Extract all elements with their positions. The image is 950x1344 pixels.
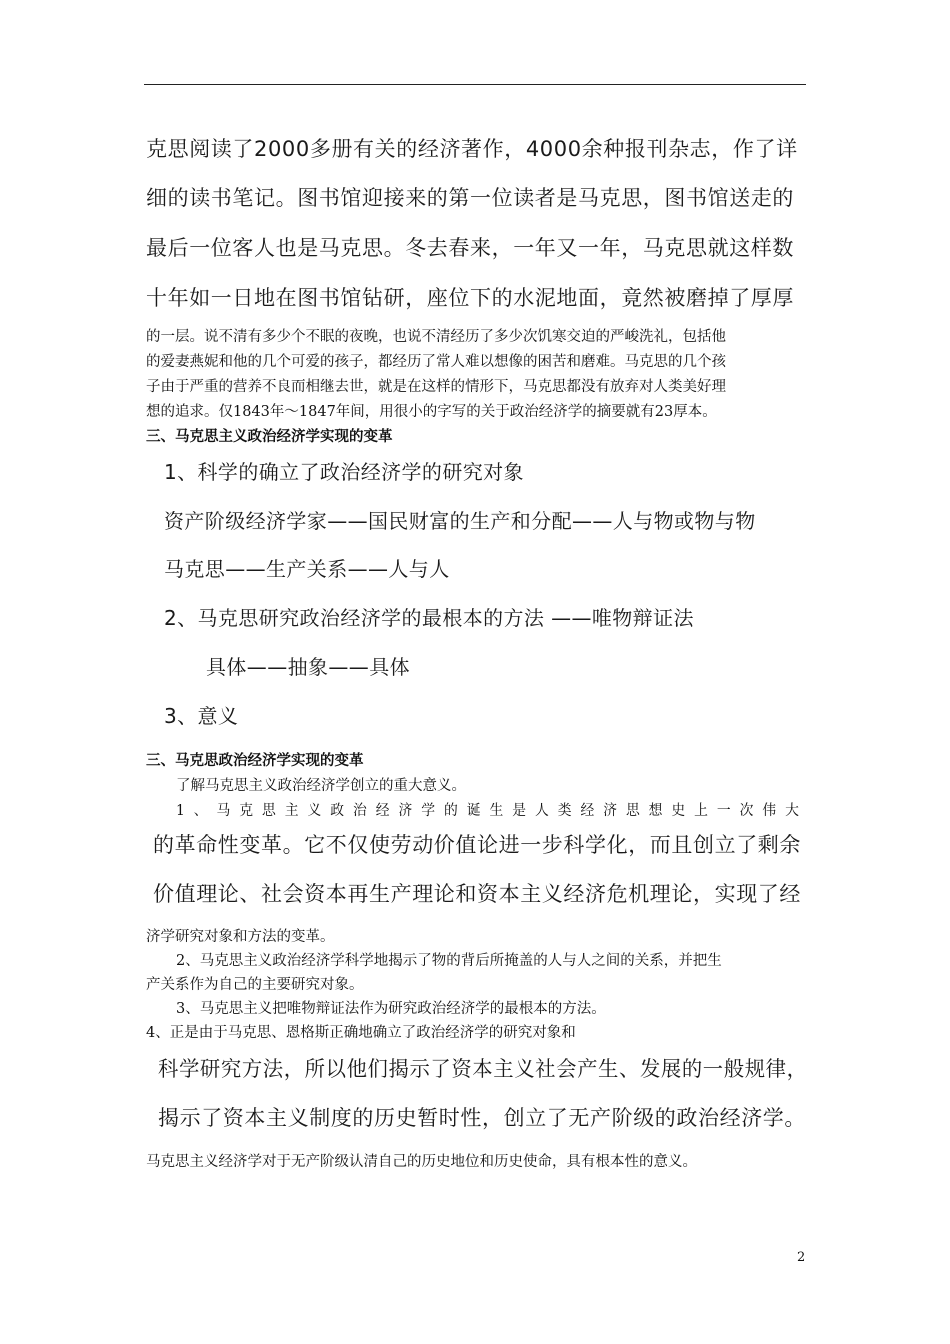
paragraph-line: 价值理论、社会资本再生产理论和资本主义经济危机理论，实现了经 <box>153 882 801 906</box>
paragraph-line: 想的追求。仅1843年～1847年间，用很小的字写的关于政治经济学的摘要就有23厚本。 <box>146 404 717 420</box>
paragraph-line: 马克思主义经济学对于无产阶级认清自己的历史地位和历史使命，具有根本性的意义。 <box>146 1154 697 1170</box>
list-item: 3、意义 <box>164 704 239 728</box>
header-rule <box>144 84 806 85</box>
list-item: 资产阶级经济学家——国民财富的生产和分配——人与物或物与物 <box>164 509 756 533</box>
paragraph-line: 4、正是由于马克思、恩格斯正确地确立了政治经济学的研究对象和 <box>146 1025 576 1041</box>
paragraph-line: 3、马克思主义把唯物辩证法作为研究政治经济学的最根本的方法。 <box>176 1001 606 1017</box>
paragraph-line: 最后一位客人也是马克思。冬去春来，一年又一年，马克思就这样数 <box>146 236 794 260</box>
list-item: 马克思——生产关系——人与人 <box>164 557 450 581</box>
paragraph-line: 的革命性变革。它不仅使劳动价值论进一步科学化，而且创立了剩余 <box>153 833 801 857</box>
list-item: 2、马克思研究政治经济学的最根本的方法 ——唯物辩证法 <box>164 606 694 630</box>
paragraph-line: 产关系作为自己的主要研究对象。 <box>146 977 364 993</box>
paragraph-line: 揭示了资本主义制度的历史暂时性，创立了无产阶级的政治经济学。 <box>158 1106 806 1130</box>
paragraph-line: 1、马克思主义政治经济学的诞生是人类经济思想史上一次伟大 <box>176 803 808 819</box>
paragraph-line: 克思阅读了2000多册有关的经济著作，4000余种报刊杂志，作了详 <box>146 137 798 161</box>
paragraph-line: 细的读书笔记。图书馆迎接来的第一位读者是马克思，图书馆送走的 <box>146 186 794 210</box>
paragraph-line: 子由于严重的营养不良而相继去世，就是在这样的情形下，马克思都没有放弃对人类美好理 <box>146 379 726 395</box>
paragraph-line: 的一层。说不清有多少个不眠的夜晚，也说不清经历了多少次饥寒交迫的严峻洗礼，包括他 <box>146 329 726 345</box>
paragraph-line: 2、马克思主义政治经济学科学地揭示了物的背后所掩盖的人与人之间的关系，并把生 <box>176 953 722 969</box>
paragraph-line: 济学研究对象和方法的变革。 <box>146 929 335 945</box>
paragraph-line: 了解马克思主义政治经济学创立的重大意义。 <box>176 778 466 794</box>
list-item: 1、科学的确立了政治经济学的研究对象 <box>164 460 524 484</box>
page-number: 2 <box>797 1250 806 1265</box>
list-item: 具体——抽象——具体 <box>206 655 410 679</box>
paragraph-line: 十年如一日地在图书馆钻研，座位下的水泥地面，竟然被磨掉了厚厚 <box>146 286 794 310</box>
paragraph-line: 的爱妻燕妮和他的几个可爱的孩子，都经历了常人难以想像的困苦和磨难。马克思的几个孩 <box>146 354 726 370</box>
section-heading: 三、马克思主义政治经济学实现的变革 <box>146 429 393 445</box>
section-heading: 三、马克思政治经济学实现的变革 <box>146 753 364 769</box>
paragraph-line: 科学研究方法，所以他们揭示了资本主义社会产生、发展的一般规律， <box>158 1057 808 1081</box>
